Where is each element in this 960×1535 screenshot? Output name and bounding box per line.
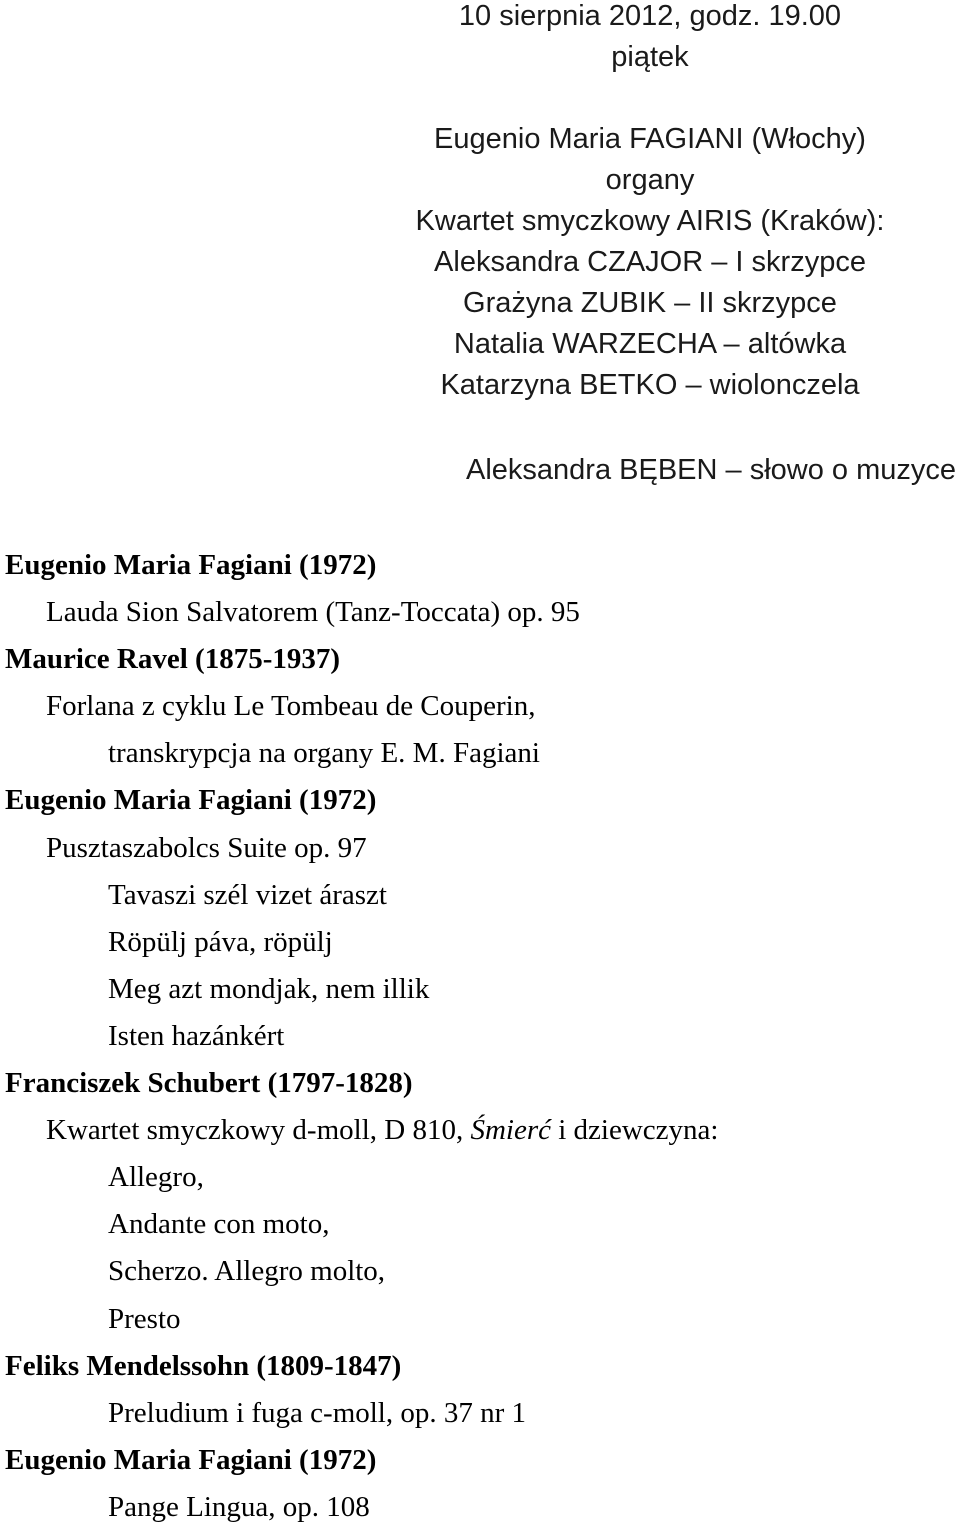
work-title — [5, 1107, 955, 1154]
work-title: Preludium i fuga c-moll, op. 37 nr 1 — [108, 1396, 527, 1429]
concert-date: 10 sierpnia 2012, godz. 19.00 — [458, 0, 842, 32]
movement: Meg azt mondjak, nem illik — [108, 972, 430, 1005]
quartet-name: Kwartet smyczkowy AIRIS (Kraków): — [415, 205, 885, 237]
movement: Andante con moto, — [108, 1208, 330, 1241]
concert-day: piątek — [611, 41, 689, 73]
composer-name: Eugenio Maria Fagiani (1972) — [5, 784, 377, 817]
quartet-member: Katarzyna BETKO – wiolonczela — [440, 369, 860, 401]
quartet-member: Natalia WARZECHA – altówka — [453, 328, 847, 360]
work-title: Lauda Sion Salvatorem (Tanz-Toccata) op. 95 — [46, 596, 580, 629]
work-title: Pusztaszabolcs Suite op. 97 — [46, 831, 367, 864]
work-title: Pange Lingua, op. 108 — [108, 1490, 370, 1523]
work-title-italic: Śmierć — [470, 1114, 551, 1147]
composer-name: Feliks Mendelssohn (1809-1847) — [5, 1349, 402, 1382]
work-title-pre: Kwartet smyczkowy d-moll, D 810, — [46, 1114, 471, 1147]
quartet-member: Aleksandra CZAJOR – I skrzypce — [434, 246, 866, 278]
composer-name: Eugenio Maria Fagiani (1972) — [5, 1443, 377, 1476]
composer-name: Franciszek Schubert (1797-1828) — [5, 1067, 413, 1100]
speaker-credit: Aleksandra BĘBEN – słowo o muzyce — [466, 454, 956, 486]
movement: Isten hazánkért — [108, 1019, 285, 1052]
movement: Scherzo. Allegro molto, — [108, 1255, 386, 1288]
movement: Röpülj páva, röpülj — [108, 925, 333, 958]
concert-program — [5, 542, 955, 1531]
work-title: Forlana z cyklu Le Tombeau de Couperin, — [46, 690, 536, 723]
performer-instrument: organy — [605, 164, 695, 196]
work-title-post: i dziewczyna: — [550, 1114, 719, 1147]
spacer — [340, 78, 960, 119]
movement: Presto — [108, 1302, 181, 1335]
composer-name: Maurice Ravel (1875-1937) — [5, 643, 341, 676]
movement: Tavaszi szél vizet áraszt — [108, 878, 387, 911]
performer-name: Eugenio Maria FAGIANI (Włochy) — [434, 123, 866, 155]
quartet-member: Grażyna ZUBIK – II skrzypce — [463, 287, 837, 319]
work-title-continuation: transkrypcja na organy E. M. Fagiani — [108, 737, 540, 770]
composer-name: Eugenio Maria Fagiani (1972) — [5, 549, 377, 581]
movement: Allegro, — [108, 1161, 204, 1194]
concert-header — [340, 0, 960, 406]
